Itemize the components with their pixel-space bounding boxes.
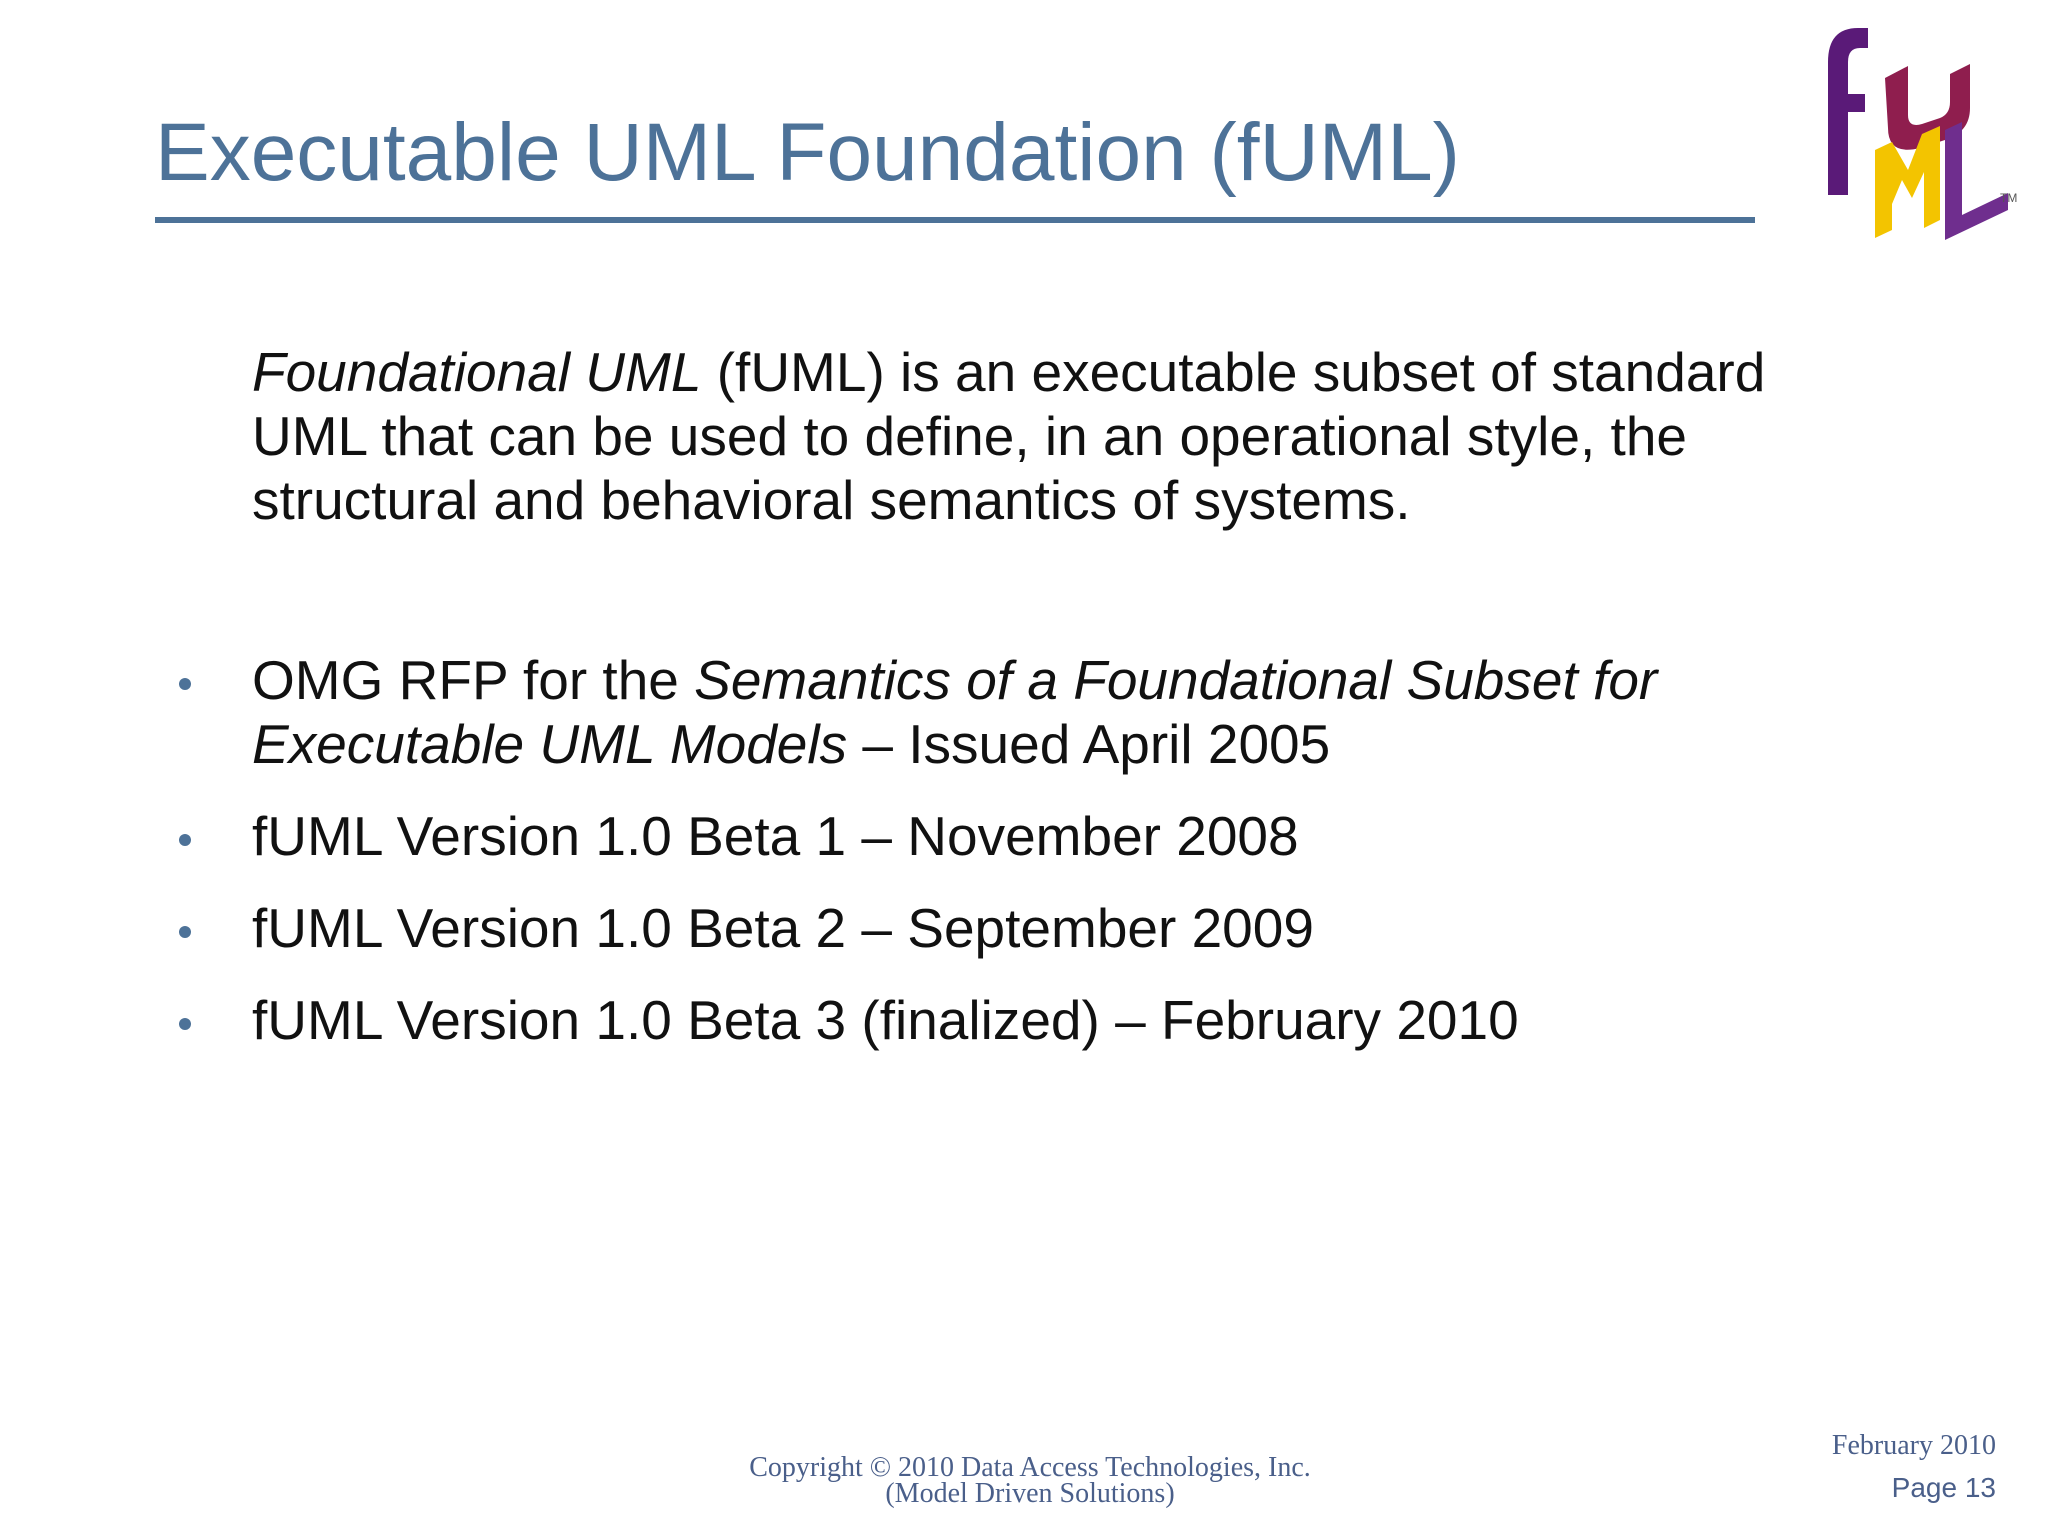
- logo-trademark: TM: [2000, 191, 2018, 205]
- footer-page-number: Page 13: [1891, 1472, 1996, 1503]
- bullet-item: [170, 988, 1930, 1052]
- bullet-italic: Semantics of a Foundational Subset for Executable UML Models: [252, 649, 1658, 775]
- bullet-dot-icon: [179, 1018, 191, 1030]
- bullet-item: [170, 804, 1930, 868]
- bullet-dot-icon: [179, 834, 191, 846]
- bullet-item: [170, 896, 1930, 960]
- bullet-dot-icon: [179, 678, 191, 690]
- bullet-prefix: fUML Version 1.0 Beta 2 – September 2009: [252, 897, 1314, 959]
- title-underline: [155, 217, 1755, 223]
- bullet-dot-icon: [179, 926, 191, 938]
- bullet-prefix: fUML Version 1.0 Beta 1 – November 2008: [252, 805, 1299, 867]
- intro-paragraph: [252, 340, 1892, 532]
- bullet-prefix: fUML Version 1.0 Beta 3 (finalized) – February 2010: [252, 989, 1519, 1051]
- copyright-line-2: (Model Driven Solutions): [885, 1478, 1175, 1509]
- fuml-logo: [1790, 10, 2030, 260]
- bullet-prefix: OMG RFP for the: [252, 649, 695, 711]
- intro-text: (fUML) is an executable subset of standard UML that can be used to define, in an operational style, the structural and behavioral semantics of systems.: [252, 341, 1766, 531]
- bullet-list: [170, 648, 1930, 1080]
- bullet-suffix: – Issued April 2005: [847, 713, 1331, 775]
- logo-letter-f: [1828, 28, 1868, 195]
- copyright-line-1: Copyright © 2010 Data Access Technologies, Inc.: [749, 1452, 1311, 1483]
- footer-copyright: [730, 1452, 1330, 1509]
- logo-letter-l: [1945, 122, 2008, 240]
- footer-date: February 2010: [1831, 1430, 1996, 1461]
- intro-italic: Foundational UML: [252, 341, 702, 403]
- slide-title: Executable UML Foundation (fUML): [155, 107, 1460, 198]
- bullet-item: [170, 648, 1930, 776]
